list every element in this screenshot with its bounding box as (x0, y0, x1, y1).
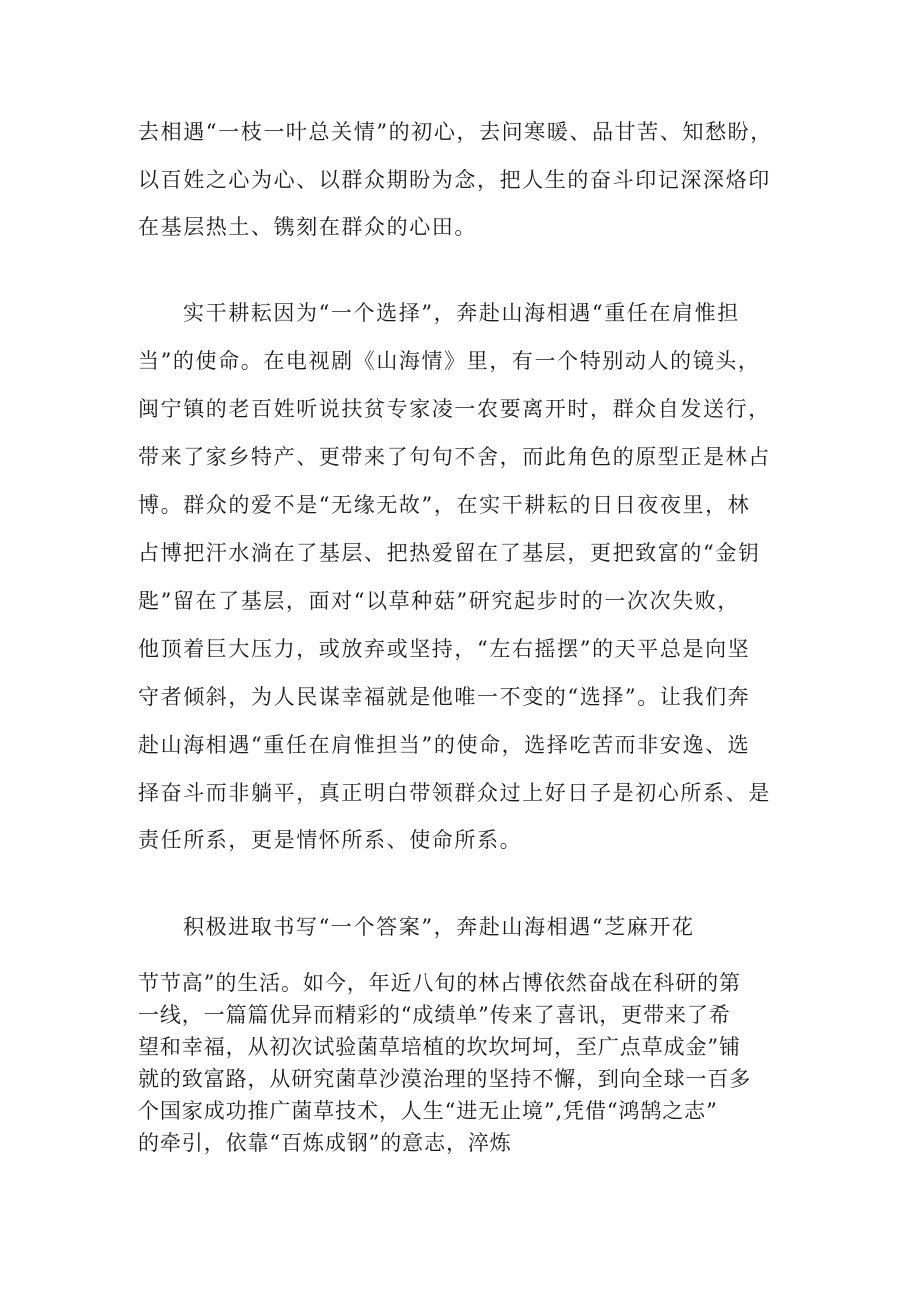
text-line: 的牵引，依靠“百炼成钢”的意志，淬炼 (138, 1131, 512, 1155)
text-line: 一线，一篇篇优异而精彩的“成绩单”传来了喜讯，更带来了希 (138, 1003, 731, 1027)
text-line: 责任所系，更是情怀所系、使命所系。 (138, 828, 523, 852)
text-line: 博。群众的爱不是“无缘无故”，在实干耕耘的日日夜夜里，林 (138, 493, 751, 517)
text-line: 择奋斗而非躺平，真正明白带领群众过上好日子是初心所系、是 (138, 781, 771, 805)
text-line: 闽宁镇的老百姓听说扶贫专家凌一农要离开时，群众自发送行， (138, 397, 771, 421)
text-line: 就的致富路，从研究菌草沙漠治理的坚持不懈，到向全球一百多 (138, 1067, 752, 1091)
text-line: 望和幸福，从初次试验菌草培植的坎坎坷坷，至广点草成金”铺 (138, 1035, 741, 1059)
text-line: 带来了家乡特产、更带来了句句不舍，而此角色的原型正是林占 (138, 445, 771, 469)
text-line: 去相遇“一枝一叶总关情”的初心，去问寒暖、品甘苦、知愁盼， (138, 120, 773, 144)
text-line: 以百姓之心为心、以群众期盼为念，把人生的奋斗印记深深烙印 (138, 168, 771, 192)
text-line: 他顶着巨大压力，或放弃或坚持，“左右摇摆”的天平总是向坚 (138, 637, 751, 661)
text-line: 守者倾斜，为人民谋幸福就是他唯一不变的“选择”。让我们奔 (138, 685, 751, 709)
text-line: 当”的使命。在电视剧《山海情》里，有一个特别动人的镜头， (138, 349, 761, 373)
text-line: 节节高”的生活。如今，年近八旬的林占博依然奋战在科研的第 (138, 971, 741, 995)
text-line: 实干耕耘因为“一个选择”，奔赴山海相遇“重任在肩惟担 (183, 301, 740, 325)
text-line: 匙”留在了基层，面对“以草种菇”研究起步时的一次次失败， (138, 589, 741, 613)
text-line: 占博把汗水淌在了基层、把热爱留在了基层，更把致富的“金钥 (138, 541, 761, 565)
text-line: 积极进取书写“一个答案”，奔赴山海相遇“芝麻开花 (183, 915, 695, 939)
text-line: 个国家成功推广菌草技术，人生“进无止境”,凭借“鸿鹄之志” (138, 1099, 718, 1123)
text-line: 在基层热土、镌刻在群众的心田。 (138, 215, 477, 239)
text-line: 赴山海相遇“重任在肩惟担当”的使命，选择吃苦而非安逸、选 (138, 733, 751, 757)
